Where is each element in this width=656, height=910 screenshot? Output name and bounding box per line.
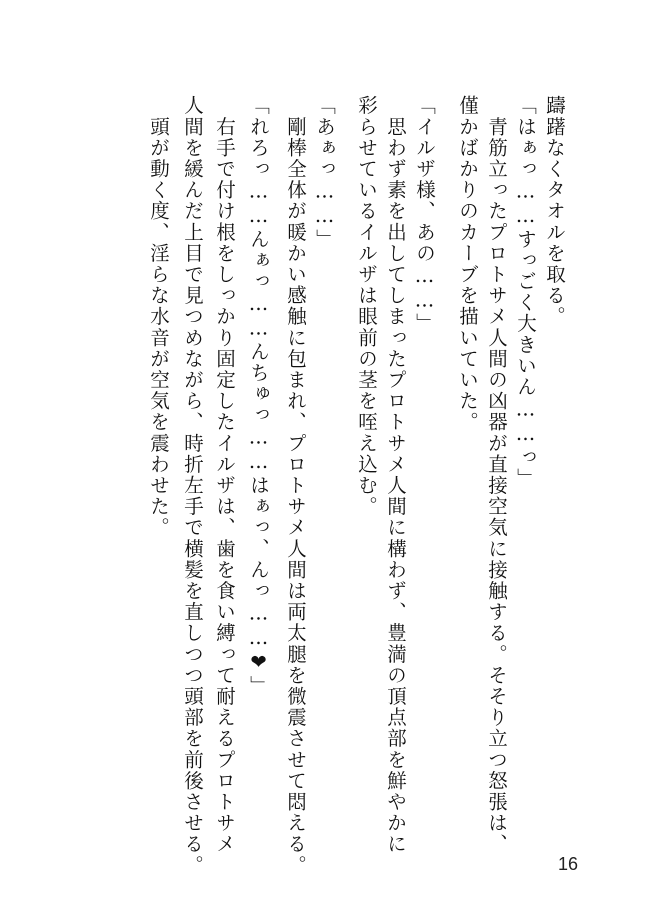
text-column: 思わず素を出してしまったプロトサメ人間に構わず、豊満の頂点部を鮮やかに (384, 95, 407, 855)
text-column: 「れろっ……んぁっ……んちゅっ……はぁっ、んっ……❤」 (247, 95, 270, 697)
page-number: 16 (557, 854, 579, 874)
text-column: 躊躇なくタオルを取る。 (543, 95, 566, 328)
text-column: 彩らせているイルザは眼前の茎を咥え込む。 (355, 95, 378, 517)
text-column: 右手で付け根をしっかり固定したイルザは、歯を食い縛って耐えるプロトサメ (213, 95, 236, 855)
text-column: 僅かばかりのカーブを描いていた。 (456, 95, 479, 433)
text-column: 青筋立ったプロトサメ人間の凶器が直接空気に接触する。そそり立つ怒張は、 (485, 95, 508, 855)
text-column: 「はぁっ……すっごく大きいん……っ」 (514, 95, 537, 489)
text-column: 人間を緩んだ上目で見つめながら、時折左手で横髪を直しつつ頭部を前後させる。 (181, 95, 204, 876)
text-column: 「あぁっ……」 (313, 95, 336, 250)
text-column: 剛棒全体が暖かい感触に包まれ、プロトサメ人間は両太腿を微震させて悶える。 (284, 95, 307, 876)
text-column: 「イルザ様、あの……」 (413, 95, 436, 335)
text-column: 頭が動く度、淫らな水音が空気を震わせた。 (147, 95, 170, 539)
